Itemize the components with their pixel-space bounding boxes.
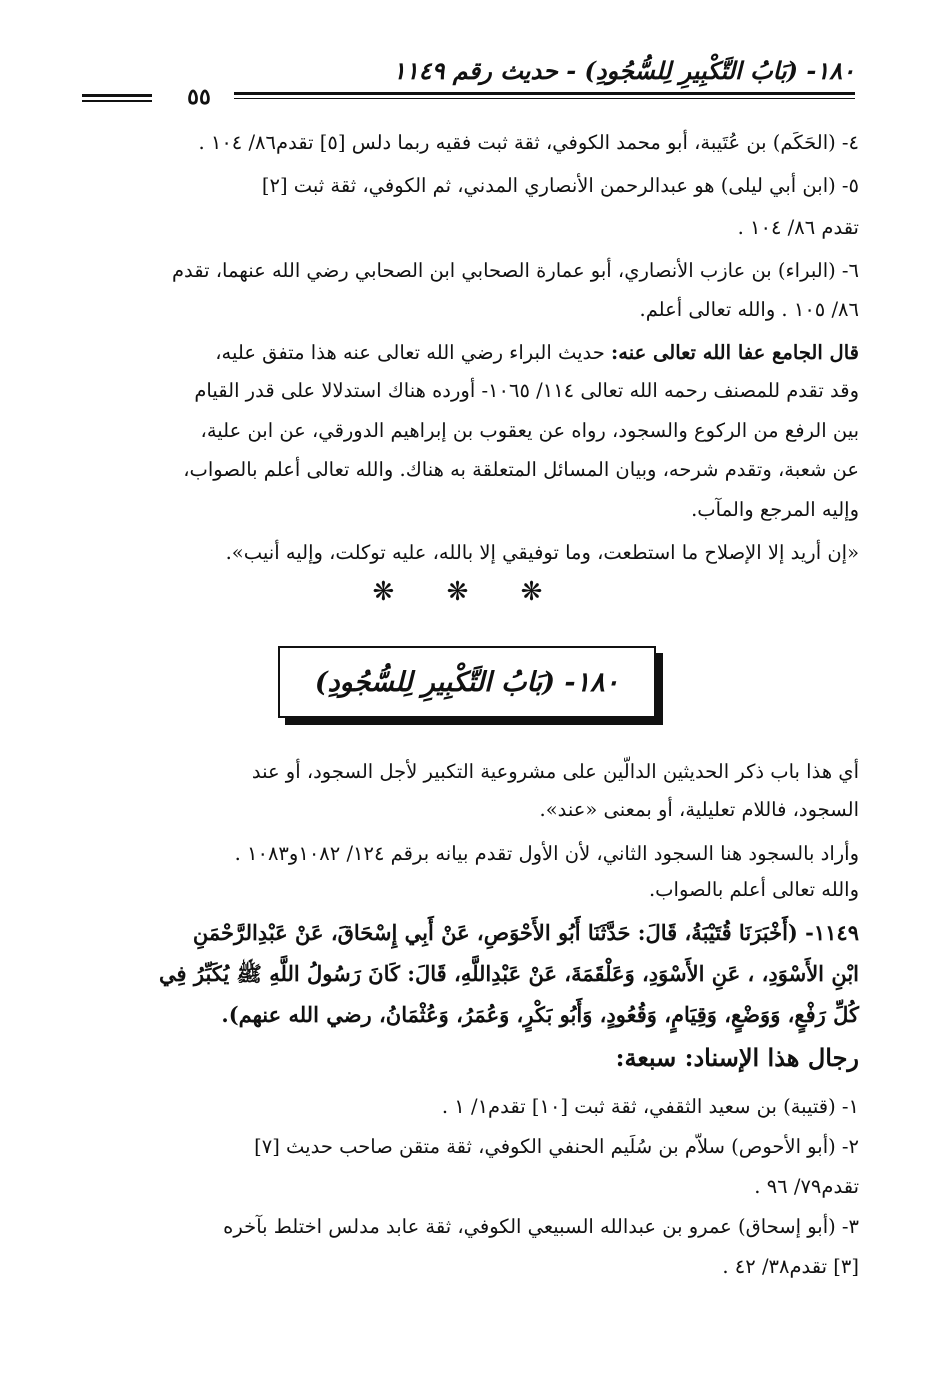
commentary-line: عن شعبة، وتقدم شرحه، وبيان المسائل المتعلقة به هناك. والله تعالى أعلم بالصواب، <box>183 458 859 481</box>
closing-verse: «إن أريد إلا الإصلاح ما استطعت، وما توفيقي إلا بالله، عليه توكلت، وإليه أنيب». <box>225 541 859 564</box>
narrator-entry: ٥- (ابن أبي ليلى) هو عبدالرحمن الأنصاري المدني، ثم الكوفي، ثقة ثبت [٢] <box>261 174 859 197</box>
narrator-entry: ١- (قتيبة) بن سعيد الثقفي، ثقة ثبت [١٠] تقدم١/ ١ . <box>441 1095 859 1118</box>
narrator-entry: ٤- (الحَكَم) بن عُتَيبة، أبو محمد الكوفي، ثقة ثبت فقيه ربما دلس [٥] تقدم٨٦/ ١٠٤ . <box>198 131 859 154</box>
page-number: ٥٥ <box>187 84 211 110</box>
header-rule-left <box>82 94 152 97</box>
narrator-entry-cont: تقدم٧٩/ ٩٦ . <box>754 1175 859 1198</box>
hadith-line: كُلِّ رَفْعٍ، وَوَضْعٍ، وَقِيَامٍ، وَقُعُودٍ، وَأَبُو بَكْرٍ، وَعُمَرُ، وَعُثْمَانُ، رضي الله عنهم). <box>221 1002 859 1027</box>
narrator-entry-cont: ٨٦/ ١٠٥ . والله تعالى أعلم. <box>639 298 859 321</box>
intro-line: وأراد بالسجود هنا السجود الثاني، لأن الأول تقدم بيانه برقم ١٢٤/ ١٠٨٢و١٠٨٣ . <box>234 842 859 865</box>
narrator-entry: ٢- (أبو الأحوص) سلاّم بن سُلَيم الحنفي الكوفي، ثقة متقن صاحب حديث [٧] <box>254 1135 859 1158</box>
commentary-line: وإليه المرجع والمآب. <box>691 498 859 521</box>
narrator-entry-cont: تقدم ٨٦/ ١٠٤ . <box>737 216 859 239</box>
chapter-title-box <box>278 646 656 718</box>
intro-line: أي هذا باب ذكر الحديثين الدالّين على مشروعية التكبير لأجل السجود، أو عند <box>251 760 859 783</box>
intro-line: السجود، فاللام تعليلية، أو بمعنى «عند». <box>539 798 859 821</box>
rijal-heading: رجال هذا الإسناد: سبعة: <box>615 1043 859 1072</box>
commentary-lead: قال الجامع عفا الله تعالى عنه: <box>611 341 859 364</box>
narrator-entry-cont: [٣] تقدم٣٨/ ٤٢ . <box>722 1255 859 1278</box>
narrator-entry: ٣- (أبو إسحاق) عمرو بن عبدالله السبيعي الكوفي، ثقة عابد مدلس اختلط بآخره <box>223 1215 859 1238</box>
commentary-line <box>78 338 859 368</box>
header-rule-left-thin <box>82 100 152 102</box>
running-title: ١٨٠- (بَابُ التَّكْبِيرِ لِلسُّجُودِ) - حديث رقم ١١٤٩ <box>392 56 855 85</box>
header-rule-thin <box>234 98 855 99</box>
chapter-title: ١٨٠- (بَابُ التَّكْبِيرِ لِلسُّجُودِ) <box>314 666 620 698</box>
hadith-line: ١١٤٩- (أَخْبَرَنَا قُتَيْبَةُ، قَالَ: حَدَّثَنَا أَبُو الأَحْوَصِ، عَنْ أَبِي إِسْحَاقَ، عَنْ عَبْدِالرَّحْمَنِ <box>192 920 859 945</box>
section-separator: ❋ ❋ ❋ <box>372 577 565 607</box>
hadith-line: ابْنِ الأَسْوَدِ، ، عَنِ الأَسْوَدِ، وَعَلْقَمَةَ، عَنْ عَبْدِاللَّهِ، قَالَ: كَانَ رَسُولُ اللَّهِ ﷺ يُكَبِّرُ فِي <box>159 961 859 986</box>
header-rule <box>234 92 855 95</box>
commentary-text: حديث البراء رضي الله تعالى عنه هذا متفق عليه، <box>215 341 605 364</box>
intro-line: والله تعالى أعلم بالصواب. <box>648 878 859 901</box>
commentary-line: وقد تقدم للمصنف رحمه الله تعالى ١١٤/ ١٠٦٥- أورده هناك استدلالا على قدر القيام <box>194 379 859 402</box>
narrator-entry: ٦- (البراء) بن عازب الأنصاري، أبو عمارة الصحابي ابن الصحابي رضي الله عنهما، تقدم <box>171 259 859 282</box>
commentary-line: بين الرفع من الركوع والسجود، رواه عن يعقوب بن إبراهيم الدورقي، عن ابن علية، <box>200 419 859 442</box>
